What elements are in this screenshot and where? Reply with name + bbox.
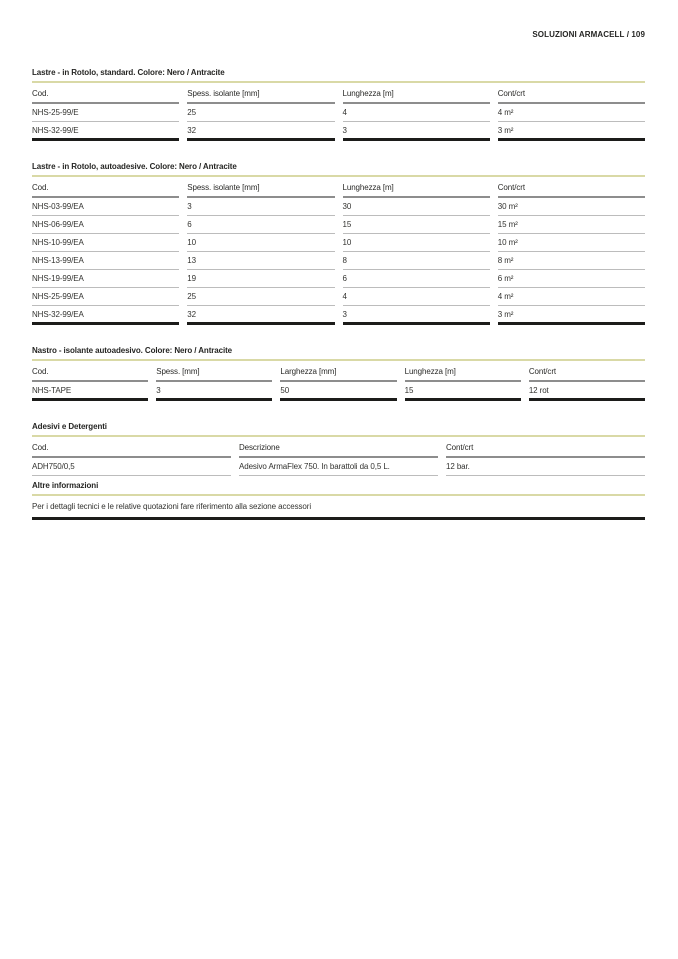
table-cell: Adesivo ArmaFlex 750. In barattoli da 0,5 L. (239, 458, 438, 476)
table-cell: 3 (187, 198, 334, 216)
table-cell: 3 m² (498, 306, 645, 325)
table-cell: 15 (405, 382, 521, 401)
column-header: Cont/crt (498, 177, 645, 198)
column-header: Lunghezza [m] (343, 177, 490, 198)
table-cell: 4 (343, 288, 490, 306)
table-row (32, 306, 645, 325)
table-cell: 10 (343, 234, 490, 252)
table-cell: 8 (343, 252, 490, 270)
page-content (32, 0, 645, 520)
table-row (32, 198, 645, 216)
column-header: Larghezza [mm] (280, 361, 396, 382)
table-header-row (32, 83, 645, 104)
table-cell: NHS-13-99/EA (32, 252, 179, 270)
other-info-section (32, 481, 645, 520)
table-cell: NHS-10-99/EA (32, 234, 179, 252)
column-header: Cod. (32, 437, 231, 458)
product-table-1 (32, 68, 645, 141)
table-cell: 15 (343, 216, 490, 234)
table-cell: 6 (343, 270, 490, 288)
table-cell: 13 (187, 252, 334, 270)
table-row (32, 122, 645, 141)
table-cell: NHS-19-99/EA (32, 270, 179, 288)
table-title: Nastro - isolante autoadesivo. Colore: Nero / Antracite (32, 346, 645, 361)
page-header-title: SOLUZIONI ARMACELL / 109 (532, 30, 645, 39)
table-cell: 6 m² (498, 270, 645, 288)
table-cell: 15 m² (498, 216, 645, 234)
column-header: Descrizione (239, 437, 438, 458)
table-header-row (32, 177, 645, 198)
other-info-title: Altre informazioni (32, 481, 645, 496)
table-cell: 32 (187, 306, 334, 325)
table-cell: 4 m² (498, 288, 645, 306)
table-cell: 3 (343, 306, 490, 325)
table-cell: 30 (343, 198, 490, 216)
table-cell: NHS-25-99/EA (32, 288, 179, 306)
column-header: Cod. (32, 83, 179, 104)
table-cell: NHS-03-99/EA (32, 198, 179, 216)
table-cell: 12 rot (529, 382, 645, 401)
table-row (32, 216, 645, 234)
table-title: Adesivi e Detergenti (32, 422, 645, 437)
table-cell: 4 (343, 104, 490, 122)
table-cell: 10 m² (498, 234, 645, 252)
column-header: Spess. isolante [mm] (187, 83, 334, 104)
table-cell: NHS-32-99/EA (32, 306, 179, 325)
table-cell: 19 (187, 270, 334, 288)
table-cell: 30 m² (498, 198, 645, 216)
table-cell: 50 (280, 382, 396, 401)
table-header-row (32, 437, 645, 458)
product-table-4 (32, 422, 645, 476)
table-cell: 10 (187, 234, 334, 252)
column-header: Cont/crt (529, 361, 645, 382)
column-header: Lunghezza [m] (405, 361, 521, 382)
column-header: Spess. [mm] (156, 361, 272, 382)
table-cell: 3 (156, 382, 272, 401)
column-header: Lunghezza [m] (343, 83, 490, 104)
table-row (32, 252, 645, 270)
table-title: Lastre - in Rotolo, autoadesive. Colore: Nero / Antracite (32, 162, 645, 177)
product-table-2 (32, 162, 645, 325)
column-header: Cod. (32, 177, 179, 198)
table-cell: NHS-06-99/EA (32, 216, 179, 234)
table-row (32, 382, 645, 401)
column-header: Cont/crt (498, 83, 645, 104)
table-row (32, 458, 645, 476)
product-table-3 (32, 346, 645, 401)
table-title: Lastre - in Rotolo, standard. Colore: Nero / Antracite (32, 68, 645, 83)
table-cell: NHS-25-99/E (32, 104, 179, 122)
column-header: Cod. (32, 361, 148, 382)
table-cell: NHS-TAPE (32, 382, 148, 401)
column-header: Cont/crt (446, 437, 645, 458)
table-cell: 12 bar. (446, 458, 645, 476)
column-header: Spess. isolante [mm] (187, 177, 334, 198)
table-cell: 4 m² (498, 104, 645, 122)
table-cell: 3 (343, 122, 490, 141)
table-cell: NHS-32-99/E (32, 122, 179, 141)
table-cell: 6 (187, 216, 334, 234)
table-cell: 8 m² (498, 252, 645, 270)
tables-container (32, 68, 645, 476)
table-row (32, 288, 645, 306)
table-cell: ADH750/0,5 (32, 458, 231, 476)
table-cell: 3 m² (498, 122, 645, 141)
other-info-text: Per i dettagli tecnici e le relative quotazioni fare riferimento alla sezione accessori (32, 496, 645, 520)
table-header-row (32, 361, 645, 382)
table-cell: 25 (187, 104, 334, 122)
table-row (32, 270, 645, 288)
table-row (32, 234, 645, 252)
table-cell: 32 (187, 122, 334, 141)
table-row (32, 104, 645, 122)
table-cell: 25 (187, 288, 334, 306)
